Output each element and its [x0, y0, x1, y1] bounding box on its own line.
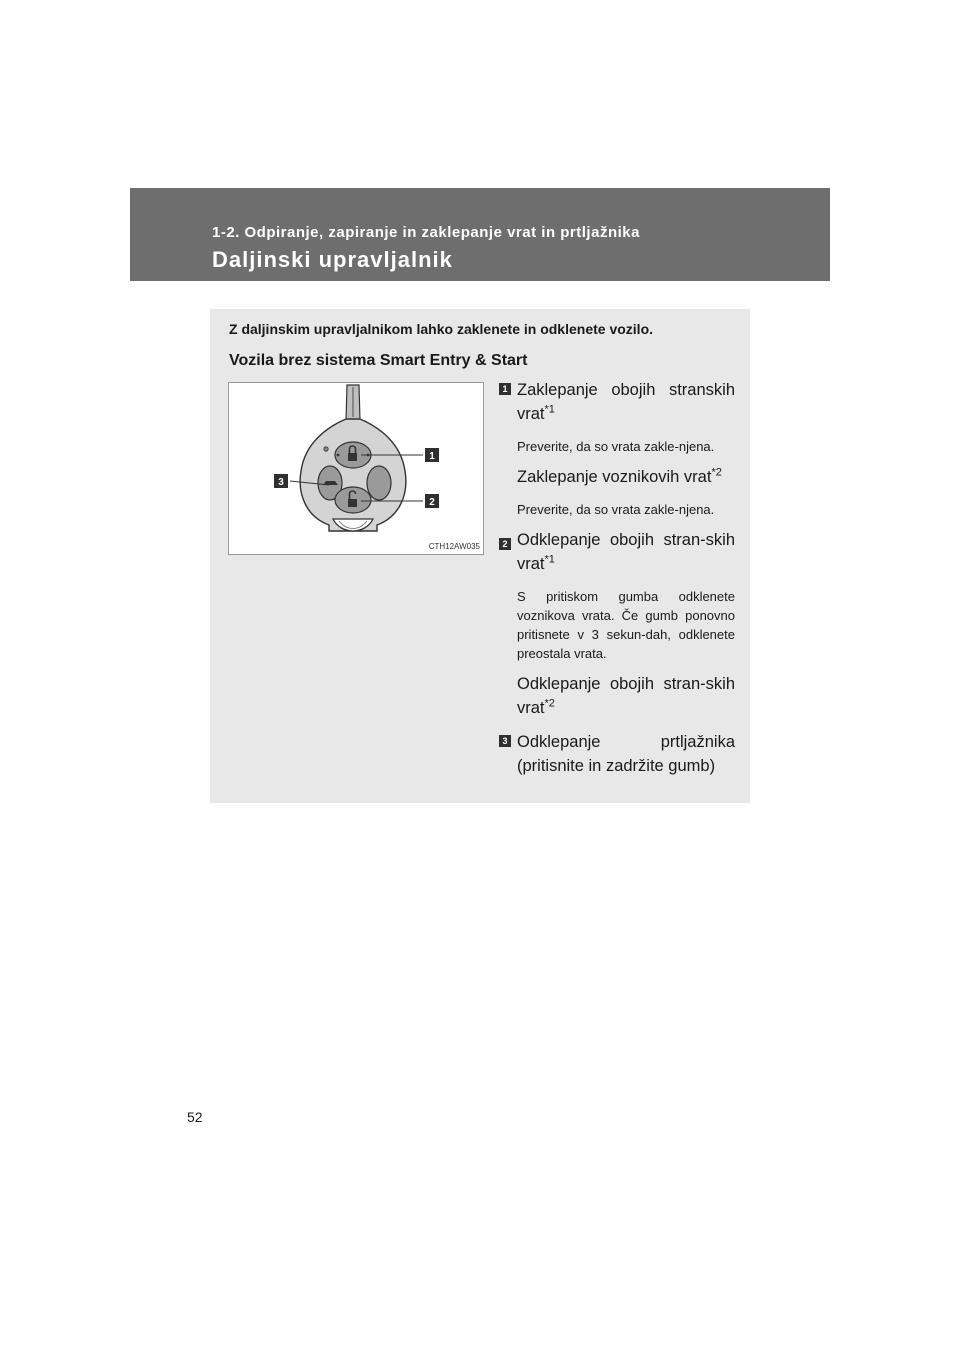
remote-key-illustration [229, 383, 483, 554]
list-item-2 [497, 528, 735, 720]
page-number: 52 [187, 1109, 203, 1125]
svg-text:1: 1 [429, 451, 435, 462]
section-path: 1-2. Odpiranje, zapiranje in zaklepanje vrat in prtljažnika [212, 224, 640, 241]
function-list [497, 378, 735, 778]
remote-key-figure [228, 382, 484, 555]
badge-3: 3 [499, 735, 511, 747]
item-title: Odklepanje obojih stran-skih vrat$^{*1}$ [517, 531, 735, 573]
item-title: Zaklepanje voznikovih vrat$^{*2}$ [517, 466, 722, 486]
callout-3 [274, 474, 288, 488]
list-item-3 [497, 730, 735, 778]
item-title: Odklepanje prtljažnika (pritisnite in zadržite gumb) [517, 733, 735, 775]
item-note: Preverite, da so vrata zakle-njena. [517, 502, 715, 517]
panic-button [367, 466, 391, 500]
subheading: Vozila brez sistema Smart Entry & Start [229, 352, 528, 369]
page-title: Daljinski upravljalnik [212, 247, 453, 272]
figure-code: CTH12AW035 [428, 542, 480, 551]
svg-text:3: 3 [278, 477, 284, 488]
item-title: Zaklepanje obojih stranskih vrat$^{*1}$ [517, 381, 735, 423]
badge-2: 2 [499, 538, 511, 550]
item-note: Preverite, da so vrata zakle-njena. [517, 439, 715, 454]
badge-1: 1 [499, 383, 511, 395]
content-panel [210, 309, 750, 803]
callout-2 [425, 494, 439, 508]
item-title: Odklepanje obojih stran-skih vrat$^{*2}$ [517, 675, 735, 717]
callout-1 [425, 448, 439, 462]
svg-text:2: 2 [429, 497, 435, 508]
list-item-1 [497, 378, 735, 519]
intro-text: Z daljinskim upravljalnikom lahko zaklenete in odklenete vozilo. [229, 321, 654, 337]
section-header [130, 188, 830, 281]
item-note: S pritiskom gumba odklenete voznikova vrata. Če gumb ponovno pritisnete v 3 sekun-dah, odklenete preostala vrata. [517, 589, 735, 661]
